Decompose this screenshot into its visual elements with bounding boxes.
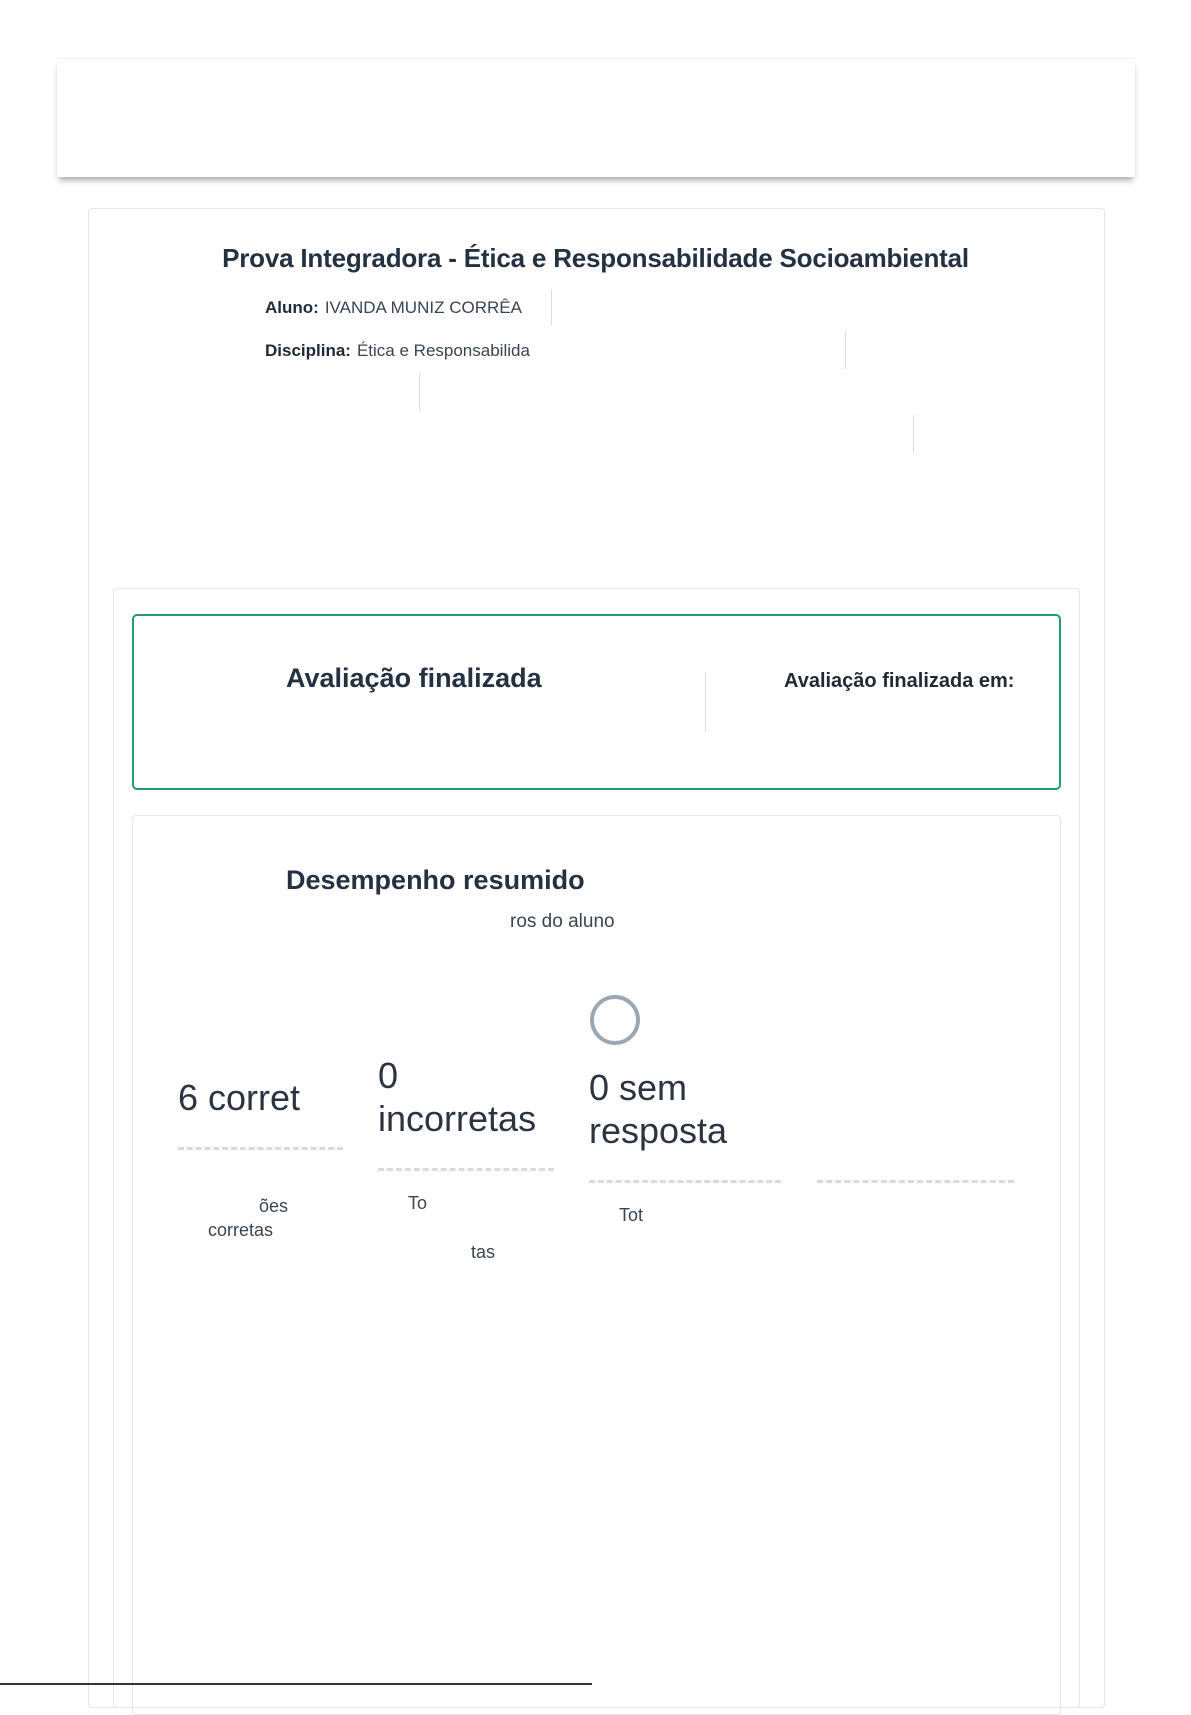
divider bbox=[913, 415, 914, 453]
stat-incorrect-line1: 0 bbox=[378, 1055, 399, 1096]
stat-incorrect-caption2: tas bbox=[471, 1242, 496, 1262]
stat-incorrect-line2: incorretas bbox=[378, 1098, 537, 1139]
dashed-separator bbox=[817, 1180, 1014, 1183]
divider bbox=[705, 672, 706, 732]
status-box bbox=[132, 614, 1061, 790]
stat-correct-caption1: ões bbox=[259, 1196, 289, 1216]
stat-correct-value bbox=[178, 1076, 300, 1119]
stat-correct-line1: 6 corret bbox=[178, 1077, 301, 1118]
stat-unanswered-line1: 0 sem bbox=[589, 1067, 688, 1108]
divider bbox=[845, 331, 846, 369]
stat-unanswered-line2: resposta bbox=[589, 1110, 728, 1151]
performance-subtitle: ros do aluno bbox=[510, 911, 615, 932]
discipline-label: Disciplina: bbox=[265, 341, 351, 360]
divider bbox=[551, 289, 552, 325]
stat-correct-caption2: corretas bbox=[208, 1220, 274, 1240]
performance-title: Desempenho resumido bbox=[286, 865, 585, 895]
divider bbox=[419, 373, 420, 411]
circle-icon bbox=[590, 995, 640, 1045]
dashed-separator bbox=[589, 1180, 781, 1183]
stat-incorrect-caption1: To bbox=[408, 1193, 428, 1213]
finished-at-label: Avaliação finalizada em: bbox=[784, 670, 1015, 692]
stat-unanswered-value bbox=[589, 1066, 727, 1152]
performance-card bbox=[132, 815, 1061, 1715]
dashed-separator bbox=[178, 1147, 343, 1150]
discipline-name: Ética e Responsabilida bbox=[356, 341, 530, 360]
exam-title: Prova Integradora - Ética e Responsabilidade Socioambiental bbox=[222, 243, 969, 273]
student-label: Aluno: bbox=[265, 298, 319, 317]
stat-unanswered-caption1: Tot bbox=[619, 1205, 644, 1225]
stat-incorrect-value bbox=[378, 1054, 536, 1140]
student-name: IVANDA MUNIZ CORRÊA bbox=[324, 298, 522, 317]
status-title: Avaliação finalizada bbox=[286, 663, 542, 693]
dashed-separator bbox=[378, 1168, 554, 1171]
top-header-bar bbox=[57, 58, 1135, 177]
student-row bbox=[265, 298, 522, 318]
discipline-row bbox=[265, 341, 530, 361]
